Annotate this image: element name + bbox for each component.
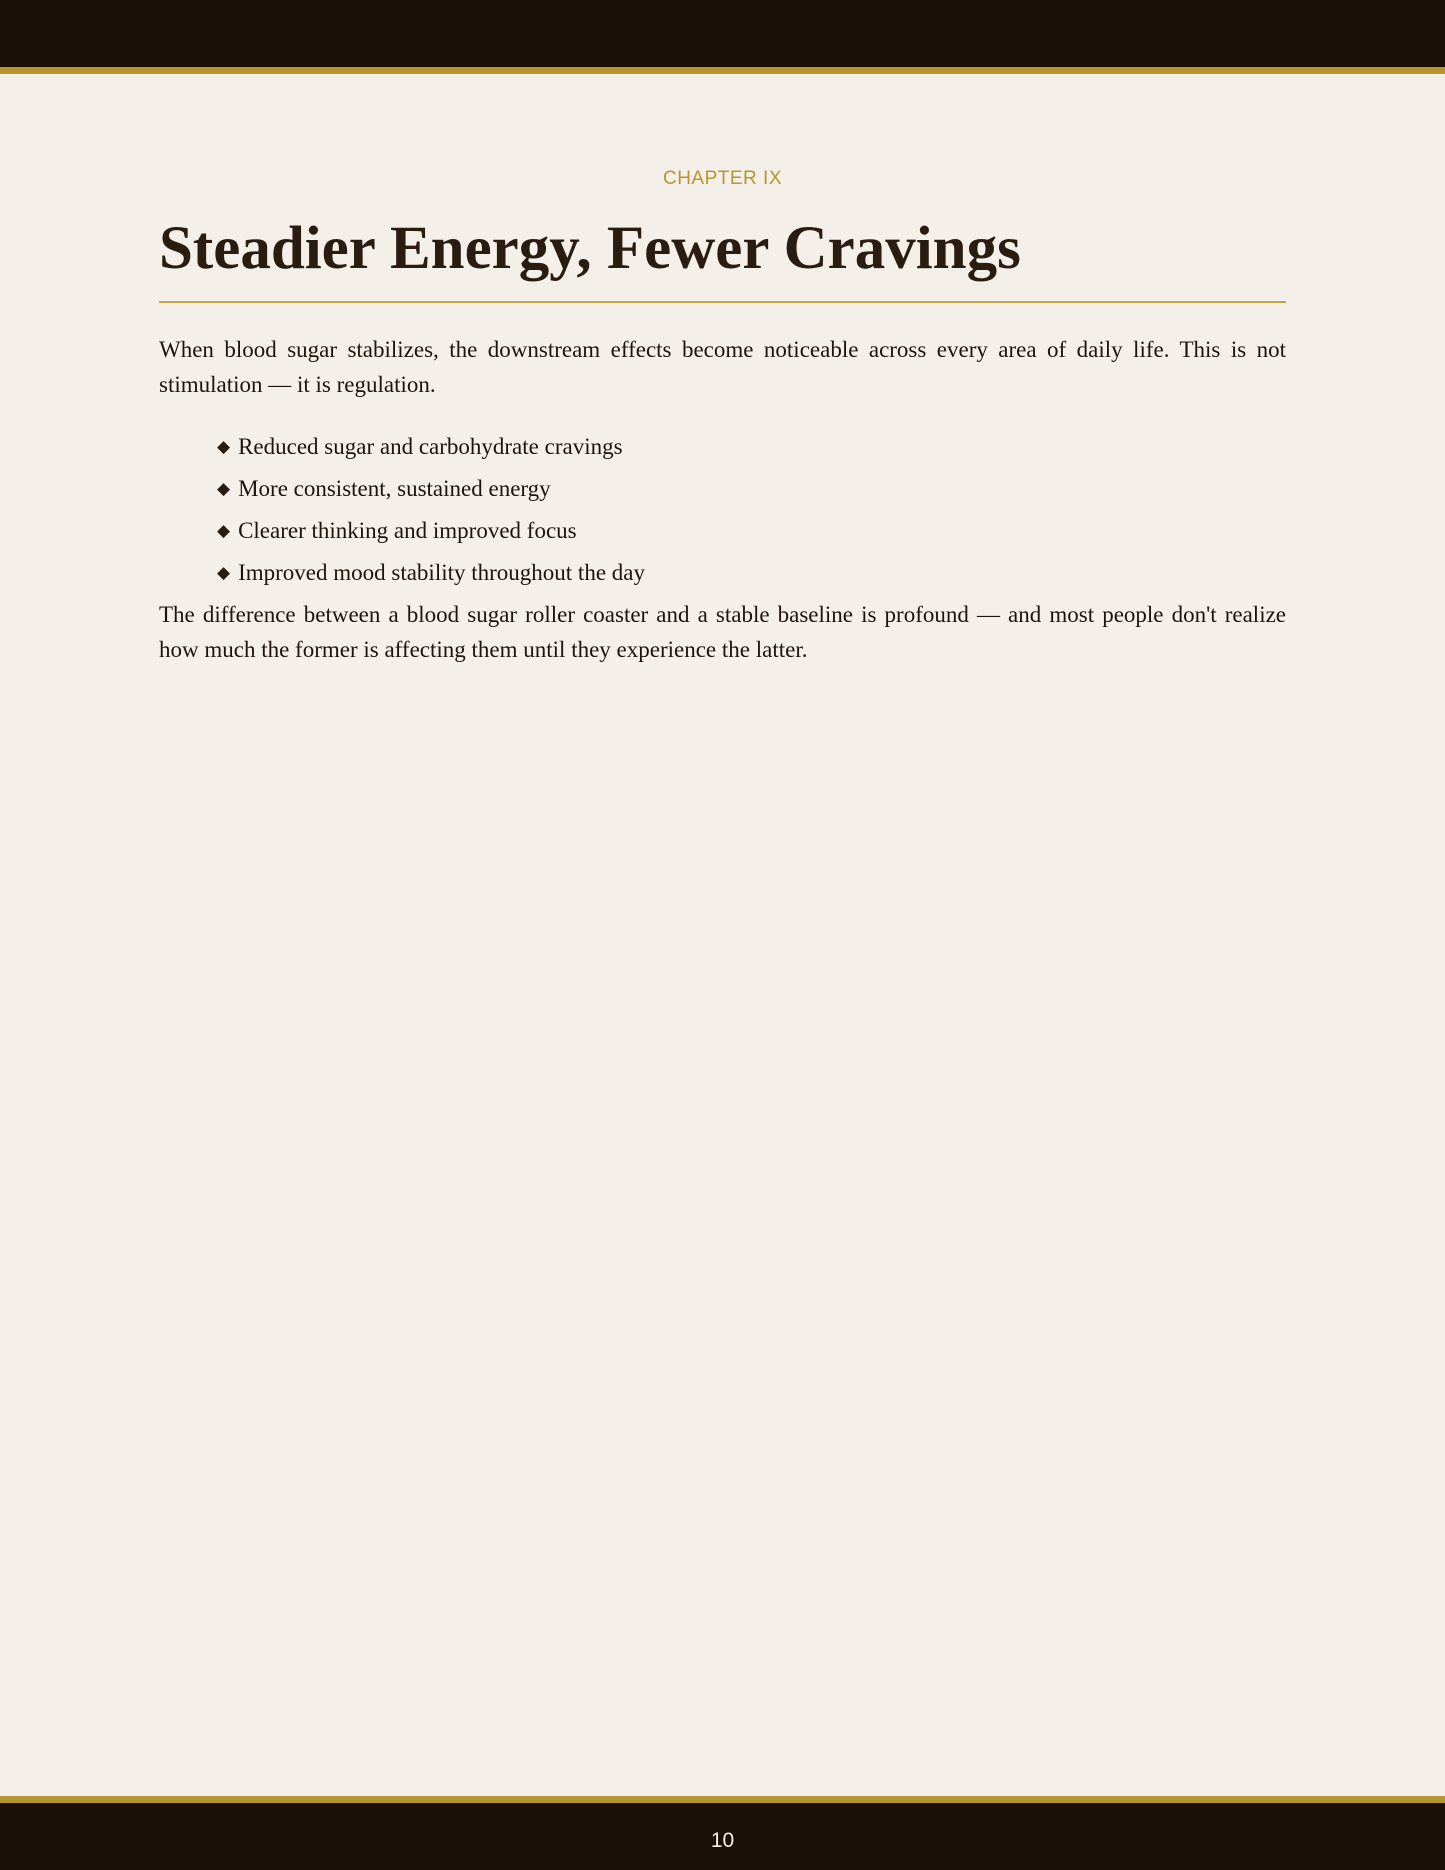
footer-bar [0,1796,1445,1870]
header-bar [0,0,1445,74]
list-item [217,552,1286,594]
list-item-text: Improved mood stability throughout the day [238,560,645,585]
page-number: 10 [710,1829,735,1852]
list-item-text: Clearer thinking and improved focus [238,518,577,543]
list-item [217,510,1286,552]
closing-paragraph: The difference between a blood sugar roller coaster and a stable baseline is profound — and most people don't realize how much the former is affecting them until they experience the latter. [159,602,1286,662]
benefits-list [159,426,1286,594]
list-item [217,468,1286,510]
page-content [159,166,1286,667]
diamond-icon: ◆ [217,521,231,540]
list-item-text: Reduced sugar and carbohydrate cravings [238,434,623,459]
list-item [217,426,1286,468]
intro-paragraph: When blood sugar stabilizes, the downstream effects become noticeable across every area of daily life. This is not stimulation — it is regulation. [159,337,1286,397]
diamond-icon: ◆ [217,479,231,498]
diamond-icon: ◆ [217,437,231,456]
chapter-title: Steadier Energy, Fewer Cravings [159,214,1286,303]
diamond-icon: ◆ [217,563,231,582]
list-item-text: More consistent, sustained energy [238,476,551,501]
chapter-label: CHAPTER IX [662,168,783,189]
